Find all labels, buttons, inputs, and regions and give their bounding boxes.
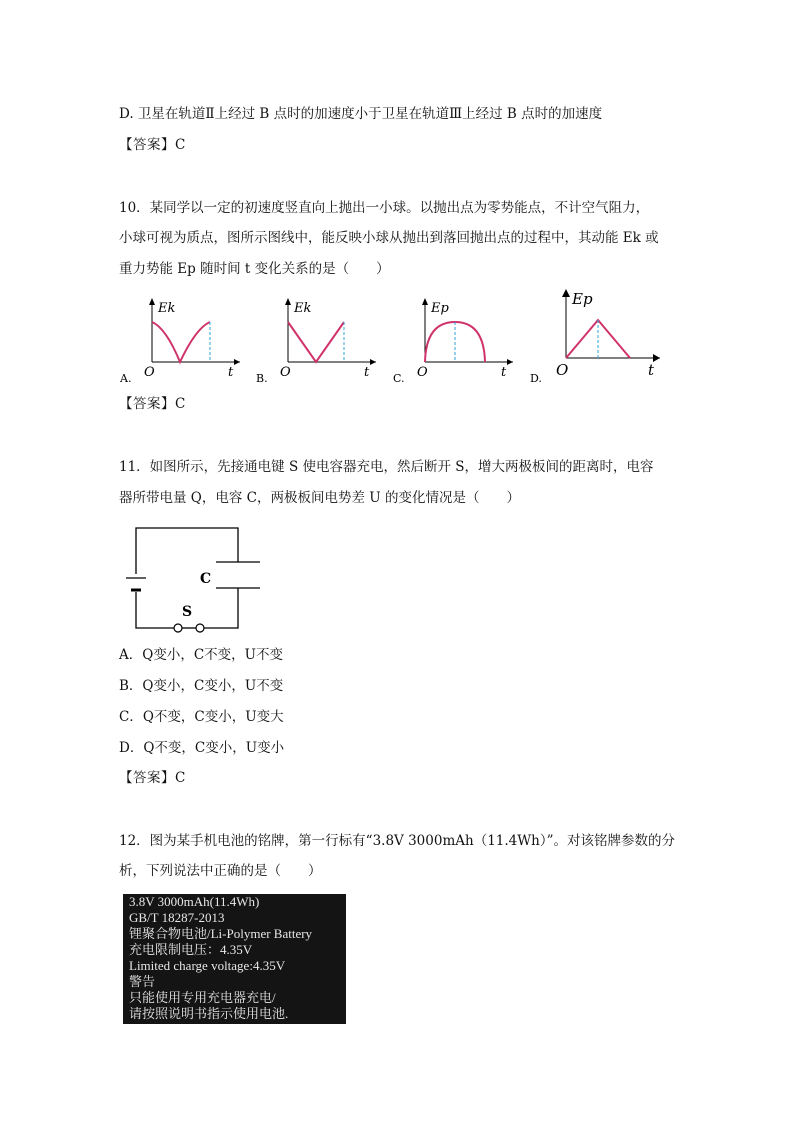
plate-line: 警告: [129, 974, 156, 989]
capacitor-label: C: [200, 571, 212, 587]
switch-contact-right: [196, 624, 204, 632]
graph-d-origin: O: [556, 361, 569, 379]
graph-a-origin: O: [144, 365, 155, 380]
graph-b-ylabel: Ek: [294, 301, 312, 316]
q10-stem-line2: 小球可视为质点，图所示图线中，能反映小球从抛出到落回抛出点的过程中，其动能 Ek 或: [119, 230, 659, 246]
graph-c: [391, 292, 519, 384]
plate-line: 充电限制电压：4.35V: [129, 942, 253, 957]
q11-option-a: A．Q变小，C不变，U不变: [119, 647, 284, 663]
battery-nameplate-image: [123, 894, 346, 1024]
graph-c-letter: C.: [393, 372, 405, 384]
q9-option-d: D. 卫星在轨道Ⅱ上经过 B 点时的加速度小于卫星在轨道Ⅲ上经过 B 点时的加速度: [119, 106, 603, 122]
q10-stem-line1: 10．某同学以一定的初速度竖直向上抛出一小球。以抛出点为零势能点，不计空气阻力，: [119, 200, 650, 216]
plate-line: 锂聚合物电池/Li-Polymer Battery: [129, 926, 313, 941]
graph-c-xlabel: t: [501, 365, 507, 380]
q12-stem-line2: 析，下列说法中正确的是（ ）: [119, 863, 322, 879]
switch-label: S: [182, 604, 193, 620]
graph-b-xlabel: t: [364, 365, 370, 380]
graph-c-origin: O: [417, 365, 428, 380]
q12-stem-line1: 12．图为某手机电池的铭牌，第一行标有“3.8V 3000mAh（11.4Wh）”。对该铭牌参数的分: [119, 833, 675, 849]
q9-answer: 【答案】C: [119, 137, 186, 153]
q11-option-d: D．Q不变，C变小，U变小: [119, 740, 285, 756]
q11-answer: 【答案】C: [119, 770, 186, 786]
graph-b-origin: O: [280, 365, 291, 380]
q11-stem-line1: 11．如图所示，先接通电键 S 使电容器充电，然后断开 S，增大两极板间的距离时，电容: [119, 459, 654, 475]
graph-b-letter: B.: [256, 372, 268, 384]
graph-d-ylabel: Ep: [572, 290, 593, 308]
plate-line: 请按照说明书指示使用电池.: [129, 1006, 289, 1021]
q10-answer: 【答案】C: [119, 396, 186, 412]
graph-a-ylabel: Ek: [158, 301, 176, 316]
graph-d-letter: D.: [530, 372, 542, 384]
switch-contact-left: [174, 624, 182, 632]
q11-stem-line2: 器所带电量 Q，电容 C，两极板间电势差 U 的变化情况是（ ）: [119, 490, 520, 506]
q11-option-c: C．Q不变，C变小，U变大: [119, 709, 284, 725]
plate-line: 3.8V 3000mAh(11.4Wh): [129, 894, 260, 909]
graph-a: [118, 292, 246, 384]
plate-line: GB/T 18287-2013: [129, 910, 225, 925]
graph-a-xlabel: t: [228, 365, 234, 380]
circuit-diagram: [118, 520, 268, 640]
graph-b: [254, 292, 382, 384]
q11-option-b: B．Q变小，C变小，U不变: [119, 678, 284, 694]
graph-a-letter: A.: [120, 372, 132, 384]
plate-line: 只能使用专用充电器充电/: [129, 990, 276, 1005]
graph-c-ylabel: Ep: [431, 301, 449, 316]
graph-d-xlabel: t: [648, 361, 655, 379]
graph-d: [528, 284, 668, 384]
q10-stem-line3: 重力势能 Ep 随时间 t 变化关系的是（ ）: [119, 261, 390, 277]
plate-line: Limited charge voltage:4.35V: [129, 958, 286, 973]
